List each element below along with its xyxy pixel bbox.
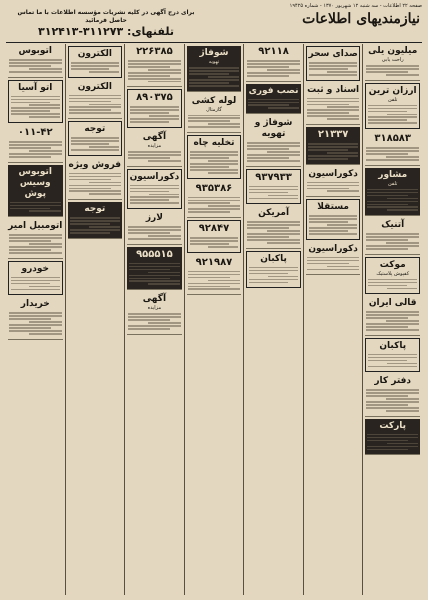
ad-subtext: تهویه <box>208 59 220 65</box>
ad-body-text <box>307 141 360 162</box>
ad-headline: مستقلا <box>317 202 349 213</box>
ad-body-text <box>127 149 182 164</box>
ad-body-text <box>8 232 63 256</box>
ad-phone-number: ۲۲۶۳۸۵ <box>136 46 173 57</box>
ad-headline: لارز <box>145 213 163 224</box>
ad-subtext: راحت یابی <box>381 57 404 63</box>
classified-ad <box>8 261 63 296</box>
ad-phone-number: ۳۱۸۵۸۳ <box>374 133 412 145</box>
ad-body-text <box>365 387 420 413</box>
classified-ad <box>127 247 182 290</box>
ad-phone-number: ۹۲۱۱۸ <box>258 46 289 57</box>
ad-phone-number: ۹۲۱۹۸۷ <box>195 256 233 268</box>
classified-ad <box>365 296 420 336</box>
ad-headline: اسناد و ثبت <box>307 84 360 95</box>
classified-ad <box>306 46 361 81</box>
ad-headline: اتومبیل امیر <box>8 221 63 232</box>
ad-body-text <box>8 57 63 75</box>
ad-subtext: تلفن <box>388 96 398 103</box>
ad-headline: شوفاژ و تهویه <box>254 118 293 140</box>
ad-headline: میلیون یلی <box>368 46 418 56</box>
classified-ad <box>127 292 182 335</box>
classified-column <box>303 44 363 595</box>
classified-ad <box>306 83 361 125</box>
ad-body-text <box>187 195 242 216</box>
classified-ad <box>127 211 182 245</box>
ad-phone-number: ۸۹۰۳۷۵ <box>136 92 173 104</box>
classified-ad <box>187 135 242 178</box>
ad-body-text <box>127 224 182 242</box>
ad-subtext: مزایده <box>147 143 162 149</box>
ad-headline: الکترون <box>77 81 112 92</box>
classified-ad <box>127 169 182 210</box>
classified-ad <box>365 44 420 81</box>
classified-ad <box>127 89 182 128</box>
ad-phone-number: ۲۱۳۳۷ <box>317 129 349 141</box>
ad-headline: پارکت <box>379 420 407 431</box>
classified-ad <box>246 44 301 82</box>
ad-body-text <box>366 187 419 213</box>
ad-headline: پاکبان <box>260 253 287 264</box>
ad-body-text <box>129 104 180 125</box>
ad-headline: آگهی <box>142 294 167 305</box>
classified-ad <box>187 255 242 296</box>
classified-ad <box>365 338 420 373</box>
ad-headline: فروش ویژه <box>68 159 122 170</box>
ad-phone-number: ۰۱۱-۴۲ <box>17 127 53 139</box>
classified-ad <box>246 116 301 167</box>
ad-phone-number: ۹۲۸۴۷ <box>198 223 230 235</box>
ad-body-text <box>69 215 122 236</box>
classified-ad <box>187 181 242 219</box>
ad-body-text <box>127 311 182 332</box>
ad-subtext: مزایده <box>147 305 162 312</box>
ad-phone-number: ۹۳۷۹۳۳ <box>255 171 292 183</box>
ad-headline: صدای سحر <box>308 49 358 59</box>
ad-body-text <box>129 183 180 207</box>
ad-body-text <box>70 135 121 153</box>
classified-ad <box>365 374 420 416</box>
classified-ad <box>246 206 301 248</box>
ad-headline: موکت <box>379 259 406 270</box>
classified-ad <box>365 131 420 166</box>
notice-text: برای درج آگهی در کلیه نشریات مؤسسه اطلاعات با ما تماس حاصل فرمائید <box>17 9 195 24</box>
ad-body-text <box>306 180 361 195</box>
classified-column <box>6 44 65 595</box>
ad-subtext: کفپوش پلاستیک <box>376 270 410 277</box>
ad-body-text <box>306 255 361 273</box>
classified-ad <box>127 44 182 87</box>
classified-ad <box>8 80 63 123</box>
ad-headline: اتوبوس وسیس پوش <box>18 166 53 199</box>
ad-headline: نصب فوری <box>248 85 299 96</box>
ad-headline: لوله کشی <box>191 95 237 106</box>
ad-body-text <box>246 219 301 245</box>
ad-body-text <box>308 213 359 237</box>
ad-body-text <box>70 60 121 75</box>
ad-headline: دفتر کار <box>374 376 412 387</box>
classified-ad <box>306 199 361 240</box>
classified-ad <box>8 44 63 78</box>
ad-headline: آگهی <box>142 132 167 142</box>
ad-body-text <box>365 63 420 78</box>
ad-headline: تخلیه چاه <box>193 138 235 149</box>
ad-headline: آتنیک <box>381 220 405 231</box>
classified-column <box>65 44 125 595</box>
ad-body-text <box>247 97 300 112</box>
classified-ad <box>246 169 301 205</box>
ad-phone-number: ۹۵۵۵۱۵ <box>136 248 173 260</box>
ad-body-text <box>365 309 420 333</box>
ad-body-text <box>366 432 419 453</box>
classified-ad <box>365 218 420 255</box>
ad-subtext: تلفن <box>388 180 398 187</box>
ad-headline: اتوبوس <box>18 46 53 56</box>
classified-ad <box>187 46 242 92</box>
ad-body-text <box>8 139 63 160</box>
classified-ad <box>8 165 63 218</box>
classified-ad <box>187 94 242 134</box>
phones-label: تلفنهای: <box>127 25 174 38</box>
ad-body-text <box>308 60 359 78</box>
classified-ad <box>8 297 63 339</box>
header-notice <box>8 9 204 39</box>
ad-headline: ارزان ترین <box>368 85 417 96</box>
ad-headline: آمریکن <box>258 208 290 219</box>
classified-ad <box>68 46 123 78</box>
ad-body-text <box>9 200 62 215</box>
classified-column <box>124 44 184 595</box>
masthead-title: نیازمندیهای اطلاعات <box>302 11 420 27</box>
ad-body-text <box>367 352 418 370</box>
ad-headline: دکوراسیون <box>129 171 180 182</box>
ad-body-text <box>365 231 420 252</box>
classified-ad <box>246 251 301 289</box>
ad-headline: شوفاژ <box>199 48 229 58</box>
ad-headline: قالی ایران <box>368 298 417 309</box>
page-header <box>6 2 422 43</box>
ad-body-text <box>306 96 361 122</box>
ad-headline: توجه <box>84 204 106 215</box>
ad-headline: توجه <box>84 124 106 135</box>
ad-body-text <box>246 140 301 164</box>
classified-column <box>362 44 422 595</box>
notice-phones <box>8 25 204 39</box>
classifieds-columns <box>6 44 422 595</box>
ad-body-text <box>189 149 240 175</box>
ad-body-text <box>10 275 61 293</box>
classified-ad <box>246 84 301 115</box>
ad-headline: دکوراسیون <box>308 168 358 179</box>
phones-value: ۳۱۱۲۷۳-۳۱۲۴۱۳ <box>38 25 124 38</box>
ad-body-text <box>68 93 123 117</box>
classified-ad <box>8 125 63 163</box>
ad-phone-number: ۹۳۵۳۸۶ <box>195 182 233 194</box>
ad-headline: اتو آسیا <box>18 82 53 93</box>
classified-ad <box>68 202 123 239</box>
classified-ad <box>8 219 63 259</box>
classified-ad <box>365 419 420 456</box>
ad-headline: پاکبان <box>379 340 407 351</box>
ad-headline: الکترون <box>77 49 112 59</box>
classified-column <box>243 44 303 595</box>
ad-body-text <box>367 103 418 127</box>
classified-column <box>184 44 244 595</box>
ad-body-text <box>367 277 418 292</box>
ad-headline: خریدار <box>20 299 50 310</box>
classified-ad <box>365 257 420 295</box>
ad-body-text <box>365 145 420 163</box>
classified-ad <box>187 220 242 253</box>
ad-body-text <box>246 58 301 79</box>
ad-body-text <box>188 65 241 89</box>
ad-body-text <box>189 235 240 250</box>
classified-ad <box>68 158 123 200</box>
ad-body-text <box>128 261 181 287</box>
classified-ad <box>306 242 361 276</box>
ad-body-text <box>10 94 61 120</box>
classified-ad <box>365 168 420 216</box>
classified-ad <box>306 167 361 198</box>
folio-line: صفحه ۲۲ اطلاعات - سه شنبه ۱۲ شهریور ۱۳۷۰ - شماره ۱۹۴۲۵ <box>289 3 422 9</box>
classified-ad <box>127 130 182 167</box>
ad-body-text <box>127 58 182 84</box>
ad-body-text <box>68 171 123 197</box>
ad-body-text <box>8 310 63 336</box>
ad-headline: دکوراسیون <box>308 243 358 254</box>
classified-ad <box>306 127 361 165</box>
ad-headline: مشاور <box>378 169 408 180</box>
classified-ad <box>68 121 123 156</box>
classified-ad <box>68 80 123 120</box>
classified-ad <box>365 83 420 130</box>
ad-subtext: گازمتال <box>206 106 222 113</box>
ad-body-text <box>187 269 242 293</box>
ad-body-text <box>187 113 242 131</box>
ad-body-text <box>248 184 299 202</box>
ad-body-text <box>248 265 299 286</box>
ad-headline: خودرو <box>21 263 49 274</box>
